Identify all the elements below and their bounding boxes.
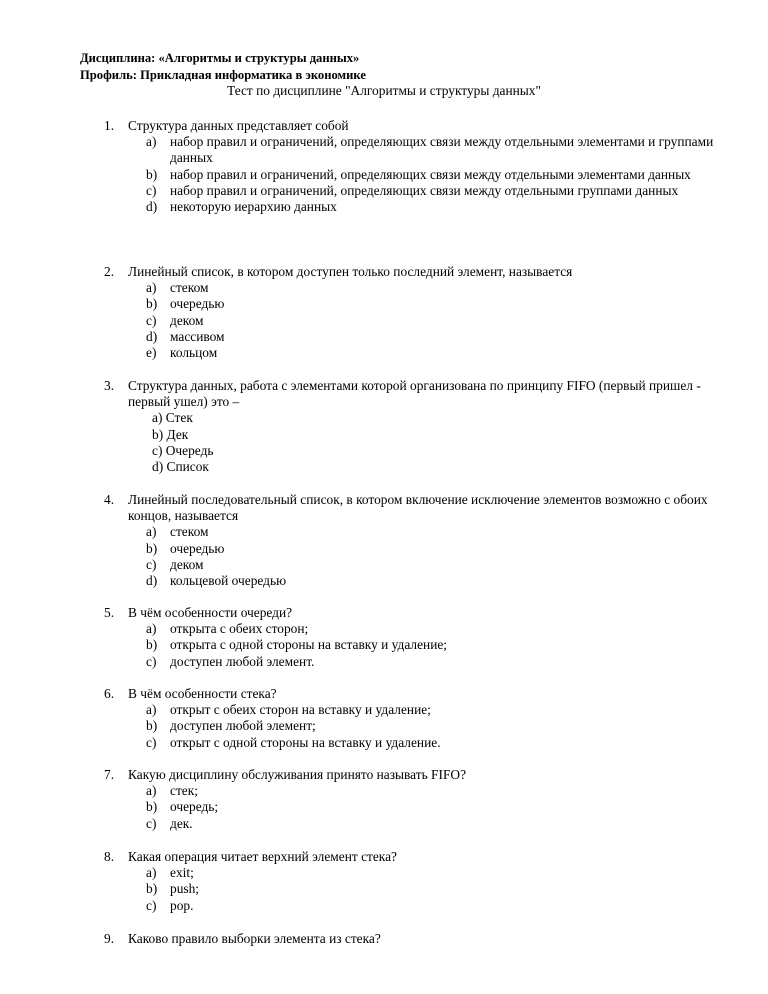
profile-heading: Профиль: Прикладная информатика в экономике: [80, 68, 366, 82]
question-text: В чём особенности стека?: [128, 686, 277, 701]
option-text: push;: [170, 881, 200, 897]
answer-option: [128, 718, 728, 734]
answer-option: [128, 443, 728, 459]
option-text: кольцевой очередью: [170, 573, 287, 589]
answer-option: [128, 637, 728, 653]
answer-option: [128, 427, 728, 443]
option-label: e): [146, 345, 157, 361]
question-8: [0, 849, 768, 914]
option-text: кольцом: [170, 345, 218, 361]
option-text: стеком: [170, 524, 209, 540]
question-9: [0, 931, 768, 947]
answer-option: [128, 199, 728, 215]
option-text: деком: [170, 556, 204, 572]
answer-option: [128, 410, 728, 426]
option-text: открыт с одной стороны на вставку и удаление.: [170, 734, 441, 750]
question-number: 9.: [104, 931, 115, 946]
option-text: открыта с обеих сторон;: [170, 621, 309, 637]
answer-option: [128, 702, 728, 718]
answer-option: [128, 296, 728, 312]
option-label: c): [146, 734, 157, 750]
option-text: Дек: [166, 426, 189, 442]
question-2: [0, 264, 768, 361]
option-text: набор правил и ограничений, определяющих связи между отдельными элементами данных: [170, 166, 691, 182]
question-number: 3.: [104, 378, 115, 393]
answer-option: [128, 881, 728, 897]
answer-option: [128, 313, 728, 329]
option-label: a): [146, 783, 157, 799]
option-text: очередью: [170, 540, 225, 556]
answer-option: [128, 280, 728, 296]
answer-option: [128, 167, 728, 183]
question-7: [0, 767, 768, 832]
answer-option: [128, 735, 728, 751]
option-text: очередью: [170, 296, 225, 312]
option-text: открыта с одной стороны на вставку и удаление;: [170, 637, 448, 653]
option-label: b): [146, 799, 158, 815]
question-number: 5.: [104, 605, 115, 620]
option-text: exit;: [170, 865, 194, 881]
question-1: [0, 118, 768, 215]
question-text: Линейный список, в котором доступен только последний элемент, называется: [128, 264, 573, 279]
question-text: Структура данных, работа с элементами которой организована по принципу FIFO (первый пришел - первый ушел) это –: [128, 378, 701, 410]
option-text: доступен любой элемент.: [170, 653, 315, 669]
answer-option: [128, 557, 728, 573]
answer-option: [128, 654, 728, 670]
answer-option: [128, 459, 728, 475]
option-label: c): [146, 897, 157, 913]
option-label: b): [146, 718, 158, 734]
answer-option: [128, 183, 728, 199]
option-text: доступен любой элемент;: [170, 718, 316, 734]
question-number: 7.: [104, 767, 115, 782]
question-number: 8.: [104, 849, 115, 864]
option-text: некоторую иерархию данных: [170, 199, 337, 215]
question-text: Линейный последовательный список, в котором включение исключение элементов возможно с обоих концов, называется: [128, 492, 708, 524]
option-label: c): [146, 653, 157, 669]
option-text: деком: [170, 312, 204, 328]
option-label: a): [146, 621, 157, 637]
option-label: a): [146, 134, 157, 150]
option-text: Стек: [165, 410, 193, 426]
question-number: 1.: [104, 118, 115, 133]
question-number: 6.: [104, 686, 115, 701]
answer-option: [128, 524, 728, 540]
question-text: Каково правило выборки элемента из стека?: [128, 931, 381, 946]
option-text: массивом: [170, 328, 225, 344]
answer-option: [128, 573, 728, 589]
option-label: b): [146, 637, 158, 653]
answer-option: [128, 865, 728, 881]
option-text: дек.: [170, 815, 193, 831]
option-label: a): [146, 524, 157, 540]
option-text: набор правил и ограничений, определяющих связи между отдельными группами данных: [170, 182, 679, 198]
question-5: [0, 605, 768, 670]
question-number: 2.: [104, 264, 115, 279]
answer-option: [128, 134, 728, 166]
question-number: 4.: [104, 492, 115, 507]
option-label: b): [146, 296, 158, 312]
option-label: a): [152, 410, 163, 426]
discipline-heading: Дисциплина: «Алгоритмы и структуры данных»: [80, 51, 360, 65]
question-text: В чём особенности очереди?: [128, 605, 293, 620]
question-text: Какая операция читает верхний элемент стека?: [128, 849, 398, 864]
option-label: a): [146, 702, 157, 718]
option-label: b): [152, 426, 164, 442]
answer-option: [128, 329, 728, 345]
answer-option: [128, 816, 728, 832]
question-6: [0, 686, 768, 751]
answer-option: [128, 898, 728, 914]
answer-option: [128, 345, 728, 361]
option-text: Очередь: [165, 442, 214, 458]
question-text: Какую дисциплину обслуживания принято называть FIFO?: [128, 767, 467, 782]
answer-option: [128, 621, 728, 637]
option-label: c): [152, 442, 163, 458]
option-label: b): [146, 540, 158, 556]
option-text: pop.: [170, 897, 194, 913]
option-text: стек;: [170, 783, 198, 799]
option-label: b): [146, 166, 158, 182]
test-title: Тест по дисциплине "Алгоритмы и структуры данных": [227, 83, 541, 98]
answer-option: [128, 783, 728, 799]
option-label: d): [146, 199, 158, 215]
option-label: c): [146, 815, 157, 831]
option-label: d): [146, 573, 158, 589]
question-text: Структура данных представляет собой: [128, 118, 349, 133]
answer-option: [128, 541, 728, 557]
option-label: a): [146, 865, 157, 881]
option-label: d): [146, 328, 158, 344]
option-text: Список: [166, 459, 209, 475]
question-3: [0, 378, 768, 475]
answer-option: [128, 799, 728, 815]
option-text: очередь;: [170, 799, 219, 815]
question-4: [0, 492, 768, 589]
option-text: открыт с обеих сторон на вставку и удаление;: [170, 702, 431, 718]
option-label: c): [146, 556, 157, 572]
option-text: набор правил и ограничений, определяющих связи между отдельными элементами и группами данных: [170, 134, 714, 166]
option-label: d): [152, 459, 164, 475]
option-label: c): [146, 182, 157, 198]
option-label: a): [146, 280, 157, 296]
option-label: b): [146, 881, 158, 897]
option-text: стеком: [170, 280, 209, 296]
option-label: c): [146, 312, 157, 328]
